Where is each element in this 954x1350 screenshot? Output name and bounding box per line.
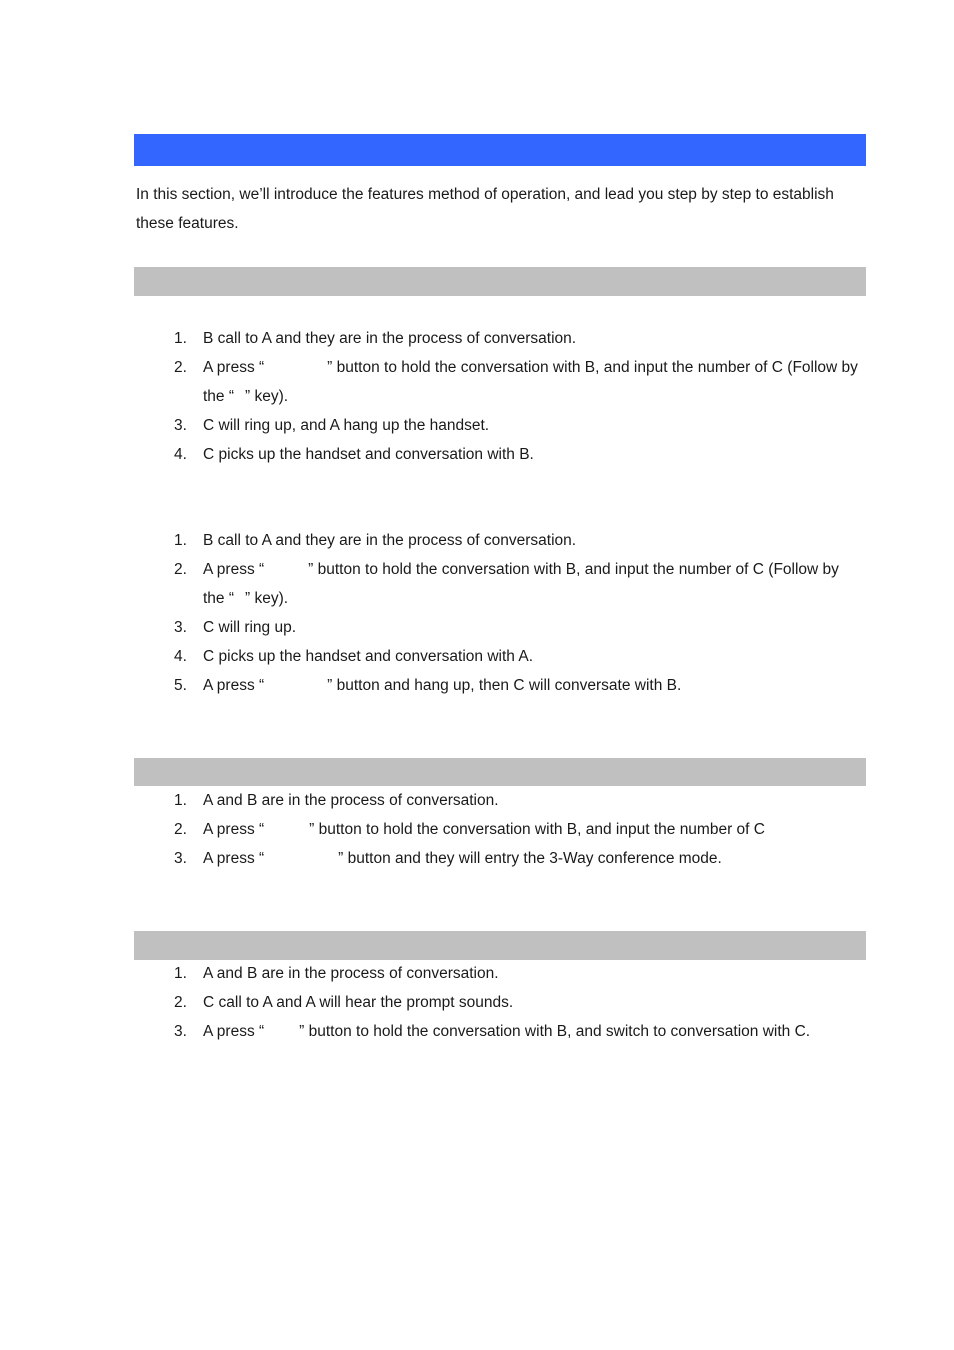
steps-list-blind-transfer [0, 324, 954, 469]
list-item: 5. A press “ ” button and hang up, then C will conversate with B. [174, 677, 682, 694]
list-item: 3. C will ring up. [174, 619, 297, 636]
list-item: 3. A press “ ” button to hold the conversation with B, and switch to conversation with C. [174, 1023, 811, 1040]
subsection-bar-transfer [134, 267, 866, 296]
list-item: 3. C will ring up, and A hang up the handset. [174, 417, 490, 434]
list-item: 2. A press “ ” button to hold the conversation with B, and input the number of C (Follow by the “ ” key). [174, 359, 858, 405]
section-heading-bar [134, 134, 866, 166]
subsection-bar-call-waiting [134, 931, 866, 960]
list-item: 2. A press “ ” button to hold the conversation with B, and input the number of C [174, 821, 765, 838]
list-item: 3. A press “ ” button and they will entry the 3-Way conference mode. [174, 850, 722, 867]
list-item: 1. B call to A and they are in the process of conversation. [174, 532, 577, 549]
intro-paragraph: In this section, we’ll introduce the features method of operation, and lead you step by step to establish these features. [136, 186, 834, 232]
steps-list-call-waiting [0, 959, 954, 1046]
list-item: 1. A and B are in the process of conversation. [174, 965, 499, 982]
list-item: 1. A and B are in the process of conversation. [174, 792, 499, 809]
list-item: 2. C call to A and A will hear the prompt sounds. [174, 994, 514, 1011]
list-item: 2. A press “ ” button to hold the conversation with B, and input the number of C (Follow by the “ ” key). [174, 561, 839, 607]
steps-list-conference [0, 786, 954, 873]
subsection-bar-conference [134, 758, 866, 786]
steps-list-attended-transfer [0, 526, 954, 700]
list-item: 4. C picks up the handset and conversation with B. [174, 446, 534, 463]
list-item: 1. B call to A and they are in the process of conversation. [174, 330, 577, 347]
list-item: 4. C picks up the handset and conversation with A. [174, 648, 534, 665]
